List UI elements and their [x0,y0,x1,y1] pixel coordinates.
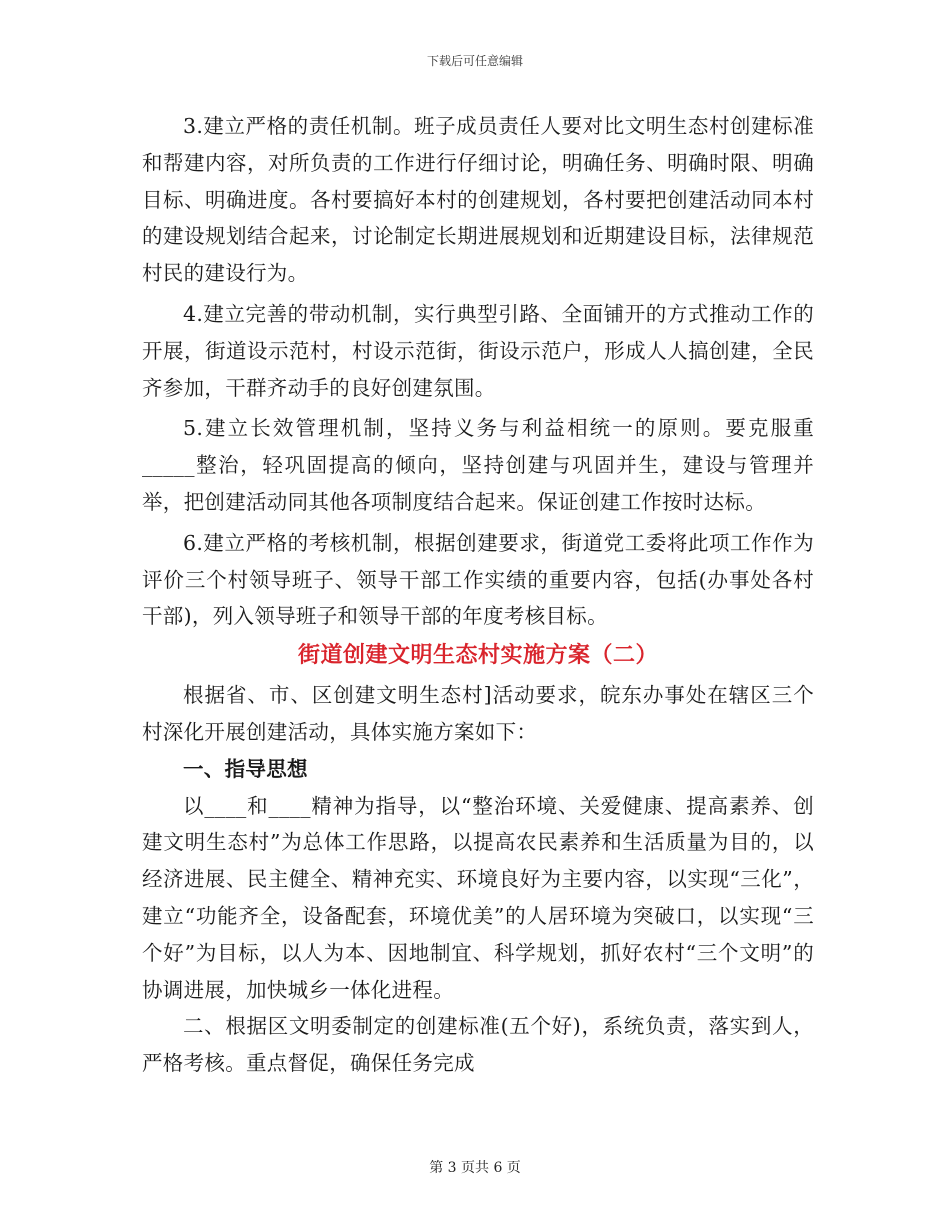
paragraph-responsibility-mechanism: 3.建立严格的责任机制。班子成员责任人要对比文明生态村创建标准和帮建内容，对所负责的工作进行仔细讨论，明确任务、明确时限、明确目标、明确进度。各村要搞好本村的创建规划，各村要把创建活动同本村的建设规划结合起来，讨论制定长期进展规划和近期建设目标，法律规范村民的建设行为。 [142,114,814,286]
page-header-note: 下载后可任意编辑 [426,54,523,68]
heading-guiding-thought: 一、指导思想 [183,756,308,781]
paragraph-assessment-mechanism: 6.建立严格的考核机制，根据创建要求，街道党工委将此项工作作为评价三个村领导班子、领导干部工作实绩的重要内容，包括(办事处各村干部)，列入领导班子和领导干部的年度考核目标。 [142,530,814,629]
section-title: 街道创建文明生态村实施方案（二） [297,643,658,669]
paragraph-leading-mechanism: 4.建立完善的带动机制，实行典型引路、全面铺开的方式推动工作的开展，街道设示范村，村设示范街，街设示范户，形成人人搞创建，全民齐参加，干群齐动手的良好创建氛围。 [142,301,814,400]
page-number: 第 3 页共 6 页 [429,1160,521,1176]
paragraph-intro: 根据省、市、区创建文明生态村]活动要求，皖东办事处在辖区三个村深化开展创建活动，具体实施方案如下： [142,683,814,744]
paragraph-guiding-thought: 以____和____精神为指导，以“整治环境、关爱健康、提高素养、创建文明生态村”为总体工作思路，以提高农民素养和生活质量为目的，以经济进展、民主健全、精神充实、环境良好为主要内容，以实现“三化”，建立“功能齐全，设备配套，环境优美”的人居环境为突破口，以实现“三个好”为目标，以人为本、因地制宜、科学规划，抓好农村“三个文明”的协调进展，加快城乡一体化进程。 [142,793,814,1002]
paragraph-section-two: 二、根据区文明委制定的创建标准(五个好)，系统负责，落实到人，严格考核。重点督促，确保任务完成 [142,1014,814,1076]
document-body [142,108,814,1082]
paragraph-long-term-management: 5.建立长效管理机制，坚持义务与利益相统一的原则。要克服重_____整治，轻巩固提高的倾向，坚持创建与巩固并生，建设与管理并举，把创建活动同其他各项制度结合起来。保证创建工作按时达标。 [142,416,814,514]
